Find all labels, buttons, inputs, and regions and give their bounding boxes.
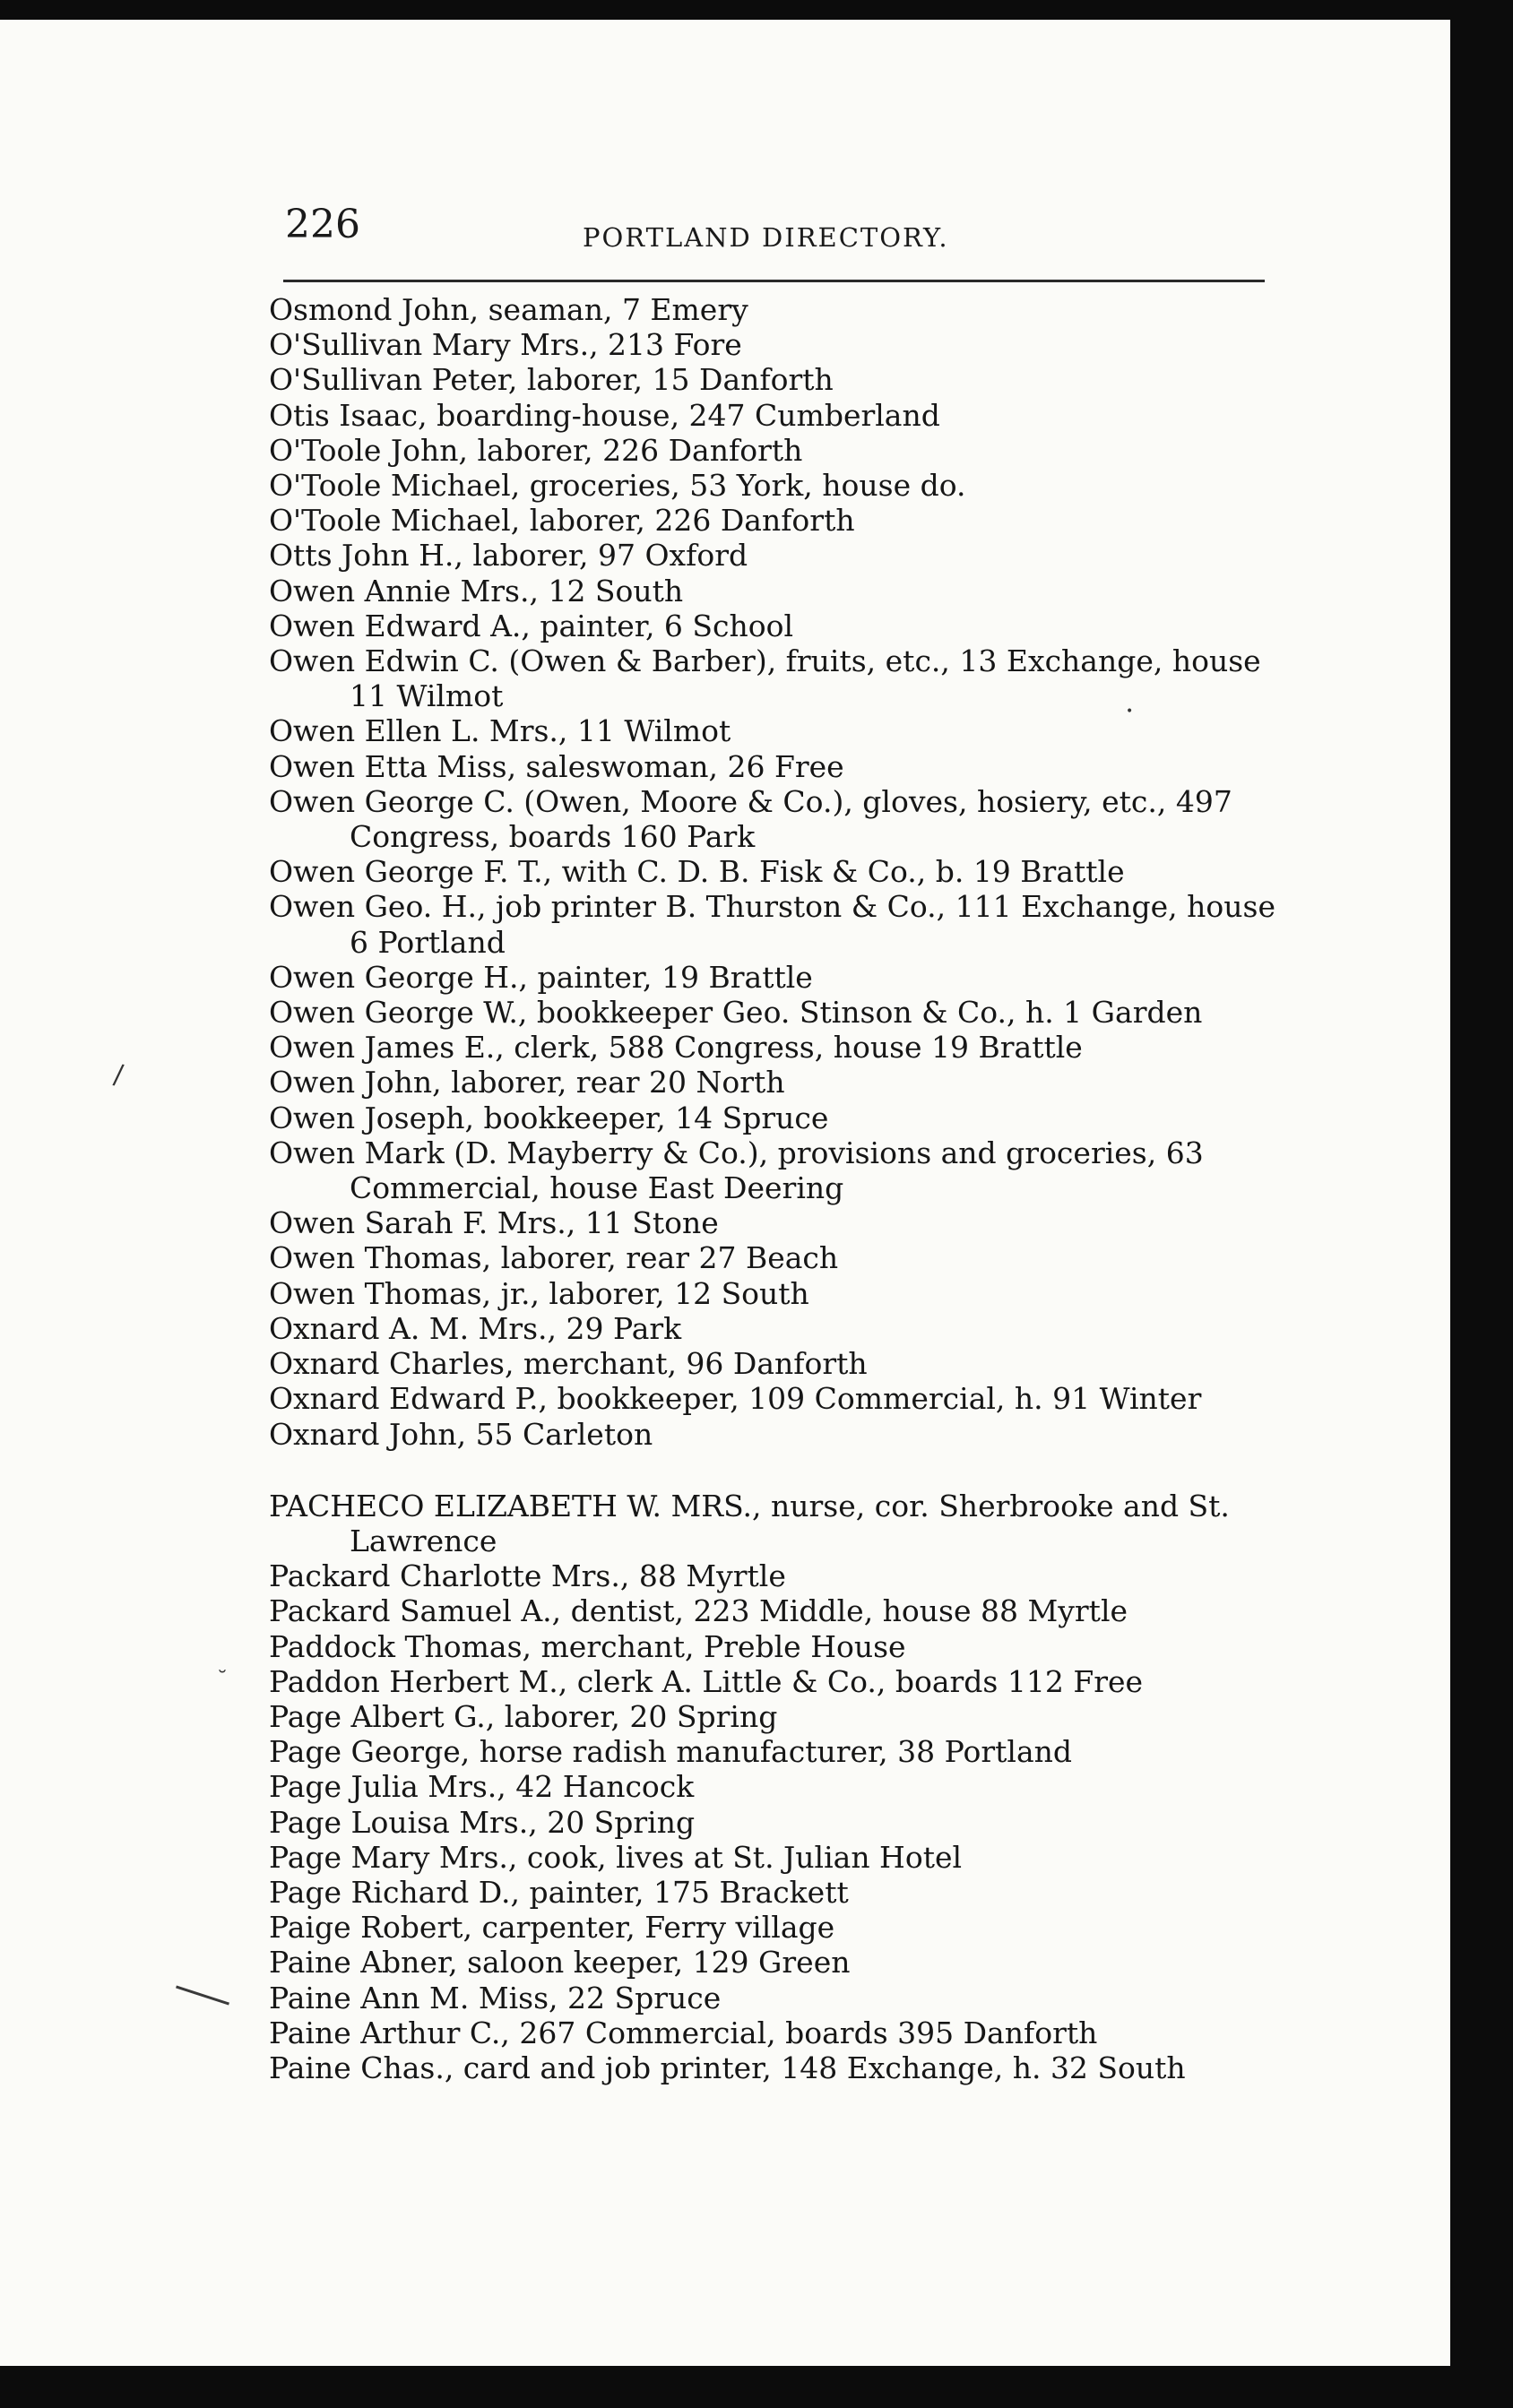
- directory-entry: O'Toole Michael, groceries, 53 York, house do.: [269, 468, 966, 504]
- directory-entry: Owen George C. (Owen, Moore & Co.), gloves, hosiery, etc., 497 Congress, boards 160 Park: [269, 783, 1232, 855]
- directory-entry: Oxnard Edward P., bookkeeper, 109 Commercial, h. 91 Winter: [269, 1381, 1202, 1417]
- directory-entry: O'Toole Michael, laborer, 226 Danforth: [269, 503, 855, 539]
- directory-entry: Page Mary Mrs., cook, lives at St. Julian Hotel: [269, 1839, 963, 1875]
- directory-entry: Page Richard D., painter, 175 Brackett: [269, 1874, 849, 1910]
- directory-entry: Paine Chas., card and job printer, 148 Exchange, h. 32 South: [269, 2050, 1186, 2085]
- directory-entry: Owen Geo. H., job printer B. Thurston & Co., 111 Exchange, house 6 Portland: [269, 889, 1275, 960]
- directory-entry: O'Toole John, laborer, 226 Danforth: [269, 432, 803, 468]
- directory-entry: O'Sullivan Peter, laborer, 15 Danforth: [269, 362, 834, 398]
- directory-entry: Owen Joseph, bookkeeper, 14 Spruce: [269, 1100, 829, 1135]
- directory-entry: Owen George F. T., with C. D. B. Fisk & Co., b. 19 Brattle: [269, 854, 1125, 890]
- directory-entry: Paige Robert, carpenter, Ferry village: [269, 1910, 835, 1946]
- directory-entry: Page George, horse radish manufacturer, 38 Portland: [269, 1734, 1073, 1770]
- page-number: 226: [285, 202, 360, 247]
- directory-entry: Otis Isaac, boarding-house, 247 Cumberland: [269, 397, 940, 433]
- directory-entry: Page Louisa Mrs., 20 Spring: [269, 1804, 696, 1840]
- directory-entry: Owen Ellen L. Mrs., 11 Wilmot: [269, 713, 731, 749]
- directory-entry: Paddock Thomas, merchant, Preble House: [269, 1628, 906, 1664]
- directory-entry: Owen Edwin C. (Owen & Barber), fruits, etc., 13 Exchange, house 11 Wilmot: [269, 643, 1261, 714]
- directory-page: [0, 20, 1450, 2366]
- directory-entry: PACHECO ELIZABETH W. MRS., nurse, cor. Sherbrooke and St. Lawrence: [269, 1488, 1230, 1558]
- directory-entry: Owen George H., painter, 19 Brattle: [269, 959, 813, 995]
- directory-entries: [269, 292, 1291, 2085]
- directory-entry: Owen Etta Miss, saleswoman, 26 Free: [269, 748, 844, 784]
- directory-entry: Otts John H., laborer, 97 Oxford: [269, 538, 748, 574]
- stray-ink-dot: •: [1126, 704, 1134, 719]
- directory-entry: Paine Ann M. Miss, 22 Spruce: [269, 1980, 722, 2015]
- directory-entry: Packard Samuel A., dentist, 223 Middle, house 88 Myrtle: [269, 1593, 1128, 1629]
- running-title: PORTLAND DIRECTORY.: [583, 222, 949, 253]
- directory-entry: Paine Arthur C., 267 Commercial, boards 395 Danforth: [269, 2015, 1098, 2050]
- directory-entry: Packard Charlotte Mrs., 88 Myrtle: [269, 1558, 786, 1594]
- directory-entry: Oxnard Charles, merchant, 96 Danforth: [269, 1346, 868, 1382]
- directory-entry: Paine Abner, saloon keeper, 129 Green: [269, 1945, 851, 1981]
- directory-entry: Owen George W., bookkeeper Geo. Stinson & Co., h. 1 Garden: [269, 995, 1203, 1031]
- header-rule: [283, 280, 1265, 282]
- directory-entry: Owen John, laborer, rear 20 North: [269, 1065, 785, 1100]
- directory-entry: Paddon Herbert M., clerk A. Little & Co., boards 112 Free: [269, 1663, 1144, 1699]
- directory-entry: Page Julia Mrs., 42 Hancock: [269, 1769, 695, 1805]
- directory-entry: Owen Sarah F. Mrs., 11 Stone: [269, 1205, 719, 1241]
- directory-entry: Oxnard A. M. Mrs., 29 Park: [269, 1310, 682, 1346]
- directory-entry: Owen Annie Mrs., 12 South: [269, 573, 684, 608]
- directory-entry: Owen Mark (D. Mayberry & Co.), provisions and groceries, 63 Commercial, house East Deering: [269, 1135, 1204, 1206]
- margin-pencil-mark: /: [111, 1058, 125, 1092]
- directory-entry: Owen Thomas, laborer, rear 27 Beach: [269, 1240, 839, 1276]
- directory-entry: Owen James E., clerk, 588 Congress, house 19 Brattle: [269, 1030, 1083, 1066]
- directory-entry: O'Sullivan Mary Mrs., 213 Fore: [269, 327, 742, 363]
- directory-entry: Page Albert G., laborer, 20 Spring: [269, 1698, 778, 1734]
- directory-entry: Oxnard John, 55 Carleton: [269, 1416, 653, 1452]
- directory-entry: Osmond John, seaman, 7 Emery: [269, 292, 748, 327]
- directory-entry: Owen Thomas, jr., laborer, 12 South: [269, 1275, 809, 1311]
- margin-tick-mark: ˘: [217, 1667, 228, 1692]
- directory-entry: Owen Edward A., painter, 6 School: [269, 608, 794, 643]
